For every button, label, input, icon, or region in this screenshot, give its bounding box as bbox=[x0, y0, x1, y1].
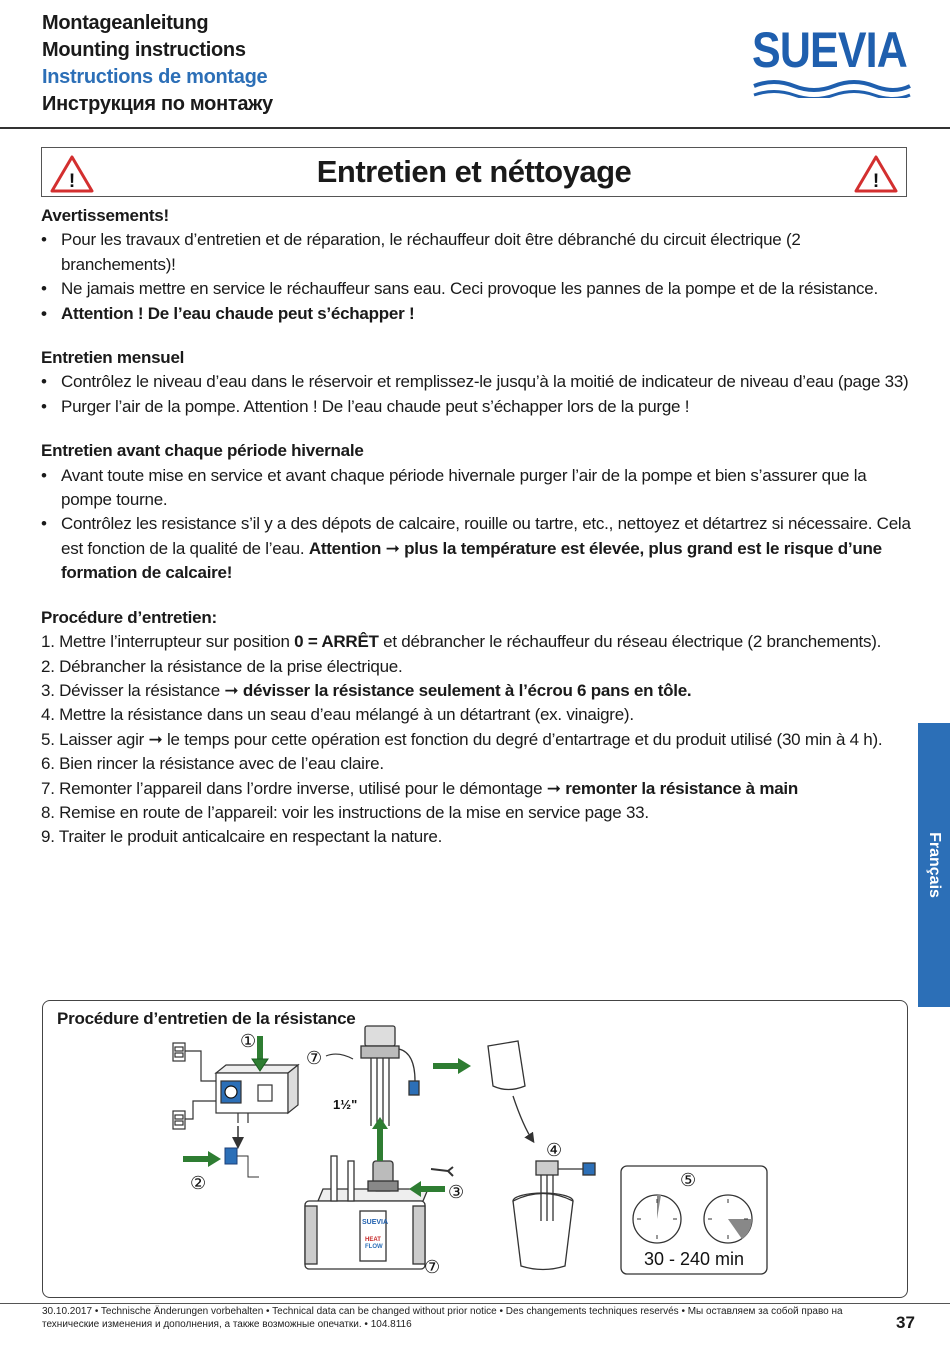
list-item: • Avant toute mise en service et avant chaque période hivernale purger l’air de la pompe et bien s’assurer que la pompe tourne. bbox=[41, 465, 867, 510]
step-5: 5. Laisser agir ➞ le temps pour cette opération est fonction du degré d’entartrage et du produit utilisé (30 min à 4 h). bbox=[41, 729, 883, 749]
time-label: 30 - 240 min bbox=[643, 1249, 745, 1269]
label-4: ④ bbox=[546, 1140, 563, 1160]
main-content bbox=[41, 204, 911, 870]
header-titles bbox=[42, 10, 273, 118]
arrow-icon: ➞ bbox=[148, 729, 163, 749]
heater-unit-icon bbox=[305, 1156, 428, 1269]
step-1: 1. Mettre l’interrupteur sur position 0 = ARRÊT et débrancher le réchauffeur du réseau électrique (2 branchements). bbox=[41, 632, 882, 652]
clock-icon bbox=[633, 1195, 681, 1243]
step-4: 4. Mettre la résistance dans un seau d’eau mélangé à un détartrant (ex. vinaigre). bbox=[41, 705, 634, 725]
logo-text: SUEVIA bbox=[752, 22, 907, 78]
heater-label-flow: FLOW bbox=[365, 1244, 383, 1250]
step-8: 8. Remise en route de l’appareil: voir les instructions de la mise en service page 33. bbox=[41, 802, 649, 822]
diagram-title: Procédure d’entretien de la résistance bbox=[57, 1009, 356, 1028]
resistance-icon bbox=[361, 1026, 419, 1126]
language-tab-label: Français bbox=[926, 832, 943, 898]
label-7b: ⑦ bbox=[424, 1257, 441, 1277]
warning-icon bbox=[854, 154, 898, 194]
svg-text:!: ! bbox=[872, 171, 880, 192]
list-item: • Ne jamais mettre en service le réchauffeur sans eau. Ceci provoque les pannes de la pompe et de la résistance. bbox=[41, 279, 878, 299]
wrench-icon bbox=[431, 1167, 453, 1176]
diagram-box bbox=[42, 1000, 908, 1298]
sockets-icon bbox=[173, 1043, 216, 1129]
wave-icon bbox=[752, 78, 912, 98]
label-7a: ⑦ bbox=[306, 1048, 323, 1068]
suevia-logo bbox=[752, 22, 912, 102]
list-item: • Pour les travaux d’entretien et de réparation, le réchauffeur doit être débranché du circuit électrique (2 branchements)! bbox=[41, 230, 801, 274]
language-tab[interactable] bbox=[918, 723, 950, 1007]
warnings-section bbox=[41, 204, 911, 326]
title-fr: Instructions de montage bbox=[42, 66, 268, 88]
page-title: Entretien et néttoyage bbox=[316, 154, 632, 189]
page-number: 37 bbox=[896, 1313, 915, 1332]
label-3: ③ bbox=[448, 1182, 465, 1202]
step-9: 9. Traiter le produit anticalcaire en respectant la nature. bbox=[41, 827, 443, 847]
hand-icon bbox=[326, 1054, 353, 1059]
page-title-box bbox=[41, 147, 907, 197]
heater-brand: SUEVIA bbox=[362, 1219, 389, 1226]
bucket-icon bbox=[513, 1161, 595, 1270]
thread-size-label: 1½" bbox=[333, 1097, 358, 1112]
footer-text: 30.10.2017 • Technische Änderungen vorbehalten • Technical data can be changed without prior notice • Des changements techniques reservés • Мы оставляем за собой право на технические изменения и дополнения, а также возможные опечатки. • 104.8116 bbox=[42, 1306, 843, 1330]
heater-label-heat: HEAT bbox=[365, 1237, 381, 1243]
section-title: Procédure d’entretien: bbox=[41, 607, 217, 627]
list-item: • Purger l’air de la pompe. Attention ! De l’eau chaude peut s’échapper lors de la purge ! bbox=[41, 396, 690, 416]
footer-divider bbox=[0, 1303, 950, 1304]
step-2: 2. Débrancher la résistance de la prise électrique. bbox=[41, 656, 403, 676]
winter-section bbox=[41, 439, 911, 585]
arrow-icon: ➞ bbox=[546, 778, 561, 798]
step-7: 7. Remonter l’appareil dans l’ordre inverse, utilisé pour le démontage ➞ remonter la résistance à main bbox=[41, 778, 799, 798]
section-title: Entretien mensuel bbox=[41, 348, 185, 368]
svg-text:!: ! bbox=[68, 171, 76, 192]
label-1: ① bbox=[240, 1031, 257, 1051]
list-item: • Attention ! De l’eau chaude peut s’échapper ! bbox=[41, 303, 415, 323]
arrow-icon: ➞ bbox=[224, 680, 239, 700]
clock-icon bbox=[704, 1195, 752, 1243]
title-de: Montageanleitung bbox=[42, 12, 209, 34]
maintenance-diagram bbox=[43, 1001, 907, 1297]
monthly-section bbox=[41, 346, 911, 419]
step-6: 6. Bien rincer la résistance avec de l’eau claire. bbox=[41, 754, 384, 774]
label-2: ② bbox=[190, 1173, 207, 1193]
header-divider bbox=[0, 127, 950, 129]
plug-icon bbox=[225, 1148, 259, 1177]
title-ru: Инструкция по монтажу bbox=[42, 93, 273, 115]
control-box-icon bbox=[216, 1065, 298, 1123]
list-item: • Contrôlez le niveau d’eau dans le réservoir et remplissez-le jusqu’à la moitié de indicateur de niveau d’eau (page 33) bbox=[41, 372, 909, 392]
container-icon bbox=[488, 1041, 525, 1090]
label-5: ⑤ bbox=[680, 1170, 697, 1190]
procedure-section bbox=[41, 606, 911, 850]
section-title: Avertissements! bbox=[41, 206, 169, 225]
title-en: Mounting instructions bbox=[42, 39, 246, 61]
step-3: 3. Dévisser la résistance ➞ dévisser la résistance seulement à l’écrou 6 pans en tôle. bbox=[41, 680, 692, 700]
section-title: Entretien avant chaque période hivernale bbox=[41, 441, 364, 461]
list-item: • Contrôlez les resistance s’il y a des dépots de calcaire, rouille ou tartre, etc., nettoyez et détartrez si nécessaire. Cela est fonction de la qualité de l’eau. Attention ➞ plus la température est élevée, plus grand est le risque d’une formation de calcaire! bbox=[41, 514, 911, 583]
arrow-icon: ➞ bbox=[385, 538, 400, 558]
